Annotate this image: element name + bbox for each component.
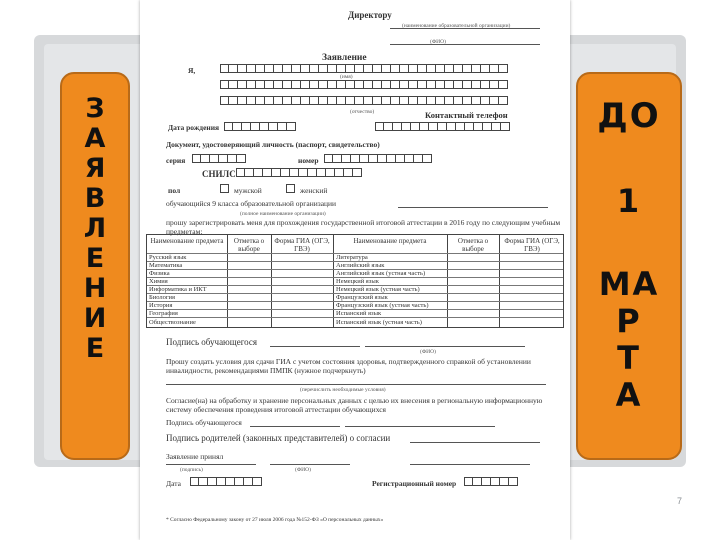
female-checkbox[interactable]	[286, 184, 295, 193]
subject-row: Испанский язык (устная часть)	[336, 319, 422, 326]
subject-row: Биология	[149, 294, 176, 301]
left-banner-letter: Л	[83, 213, 107, 244]
application-form	[140, 0, 570, 540]
col-subject-header: Наименование предмета	[150, 237, 224, 245]
contact-phone-label: Контактный телефон	[425, 110, 508, 120]
consent-text: Согласие(на) на обработку и хранение персональных данных с целью их внесения в региональную информационную систему обеспечения проведения итоговой аттестации обучающихся	[166, 396, 543, 414]
number-label: номер	[298, 156, 319, 165]
subject-row: Английский язык	[336, 262, 385, 269]
col-form-header: Форма ГИА (ОГЭ, ГВЭ)	[504, 237, 560, 253]
subject-row: География	[149, 310, 178, 317]
name-cells[interactable]	[220, 80, 508, 89]
received-fio-line	[270, 464, 350, 465]
name-hint: (имя)	[340, 74, 353, 80]
conditions-line	[166, 384, 546, 385]
signature-line	[270, 346, 360, 347]
left-banner-letter: З	[85, 93, 105, 124]
sign-hint: (подпись)	[180, 467, 203, 473]
subject-row: История	[149, 302, 173, 309]
series-label: серия	[166, 156, 186, 165]
subject-row: Химия	[149, 278, 168, 285]
signature-line	[250, 426, 340, 427]
received-label: Заявление принял	[166, 452, 224, 461]
date-label: Дата	[166, 479, 181, 488]
phone-cells[interactable]	[375, 122, 510, 131]
sex-label: пол	[168, 186, 181, 195]
conditions-request: Прошу создать условия для сдачи ГИА с учетом состояния здоровья, подтвержденного справкой об установлении инвалидности, рекомендациями ПМПК (нужное подчеркнуть)	[166, 357, 531, 375]
subject-row: Французский язык (устная часть)	[336, 302, 429, 309]
birth-date-label: Дата рождения	[168, 123, 220, 132]
fio-hint-2: (ФИО)	[295, 467, 311, 473]
birth-date-cells[interactable]	[224, 122, 296, 131]
col-mark-header: Отметка о выборе	[457, 237, 489, 253]
header-fio-hint: (ФИО)	[430, 39, 446, 45]
patronymic-cells[interactable]	[220, 96, 508, 105]
left-banner-letter: Е	[85, 243, 105, 274]
subject-row: Физика	[149, 270, 170, 277]
received-sign-line	[166, 464, 256, 465]
subjects-table	[146, 234, 564, 328]
subject-row: Английский язык (устная часть)	[336, 270, 426, 277]
conditions-hint: (перечислить необходимые условия)	[300, 387, 386, 393]
ya-label: Я,	[188, 66, 196, 75]
subject-row: Информатика и ИКТ	[149, 286, 207, 293]
left-banner-letter: Е	[85, 333, 105, 364]
received-line	[410, 464, 530, 465]
date-cells[interactable]	[190, 477, 262, 486]
student-line: обучающийся 9 класса образовательной организации	[166, 199, 337, 208]
reg-number-cells[interactable]	[464, 477, 518, 486]
col-form-header: Форма ГИА (ОГЭ, ГВЭ)	[274, 237, 330, 253]
right-banner-line: МА	[598, 265, 660, 303]
surname-cells[interactable]	[220, 64, 508, 73]
request-line: прошу зарегистрировать меня для прохождения государственной итоговой аттестации в 2016 году по следующим учебным предметам:	[166, 218, 561, 236]
signature-line	[410, 442, 540, 443]
parent-signature-label: Подпись родителей (законных представителей) о согласии	[166, 433, 391, 443]
col-subject-header: Наименование предмета	[353, 237, 427, 245]
left-banner-letter: А	[84, 123, 106, 154]
student-signature-label: Подпись обучающегося	[166, 337, 258, 347]
right-banner	[576, 72, 682, 460]
patronymic-hint: (отчество)	[350, 109, 375, 115]
snils-label: СНИЛС	[202, 169, 236, 179]
slide-number: 7	[677, 496, 683, 506]
org-hint: (полное наименование организации)	[240, 211, 326, 217]
header-line	[390, 44, 540, 45]
right-banner-line: Т	[617, 339, 641, 377]
number-cells[interactable]	[324, 154, 432, 163]
subject-row: Немецкий язык (устная часть)	[336, 286, 420, 293]
reg-number-label: Регистрационный номер	[372, 479, 457, 488]
subject-row: Обществознание	[149, 319, 196, 326]
subject-row: Математика	[149, 262, 183, 269]
left-banner-letter: Н	[83, 273, 107, 304]
subject-row: Испанский язык	[336, 310, 382, 317]
signature-line	[365, 346, 525, 347]
right-banner-line: Р	[616, 302, 642, 340]
female-label: женский	[300, 186, 328, 195]
left-banner-letter: В	[84, 183, 106, 214]
subject-row: Русский язык	[149, 254, 187, 261]
left-banner-letter: И	[83, 303, 107, 334]
subject-row: Французский язык	[336, 294, 388, 301]
form-title: Заявление	[322, 53, 367, 63]
org-line	[398, 207, 548, 208]
left-banner	[60, 72, 130, 460]
right-banner-line: 1	[616, 182, 642, 220]
id-doc-label: Документ, удостоверяющий личность (паспорт, свидетельство)	[166, 140, 380, 149]
fio-hint: (ФИО)	[420, 349, 436, 355]
subject-row: Немецкий язык	[336, 278, 379, 285]
right-banner-line: ДО	[597, 96, 661, 136]
col-mark-header: Отметка о выборе	[233, 237, 265, 253]
footnote: * Согласно Федеральному закону от 27 июля 2006 года №152-ФЗ «О персональных данных»	[166, 517, 384, 523]
header-to: Директору	[348, 10, 392, 20]
male-checkbox[interactable]	[220, 184, 229, 193]
subject-row: Литература	[336, 254, 368, 261]
male-label: мужской	[234, 186, 262, 195]
right-banner-line: А	[615, 376, 643, 414]
student-signature-label-2: Подпись обучающегося	[166, 418, 242, 427]
snils-cells[interactable]	[236, 168, 362, 177]
left-banner-letter: Я	[84, 153, 106, 184]
signature-line	[345, 426, 495, 427]
header-org-hint: (наименование образовательной организации)	[402, 23, 511, 29]
series-cells[interactable]	[192, 154, 246, 163]
